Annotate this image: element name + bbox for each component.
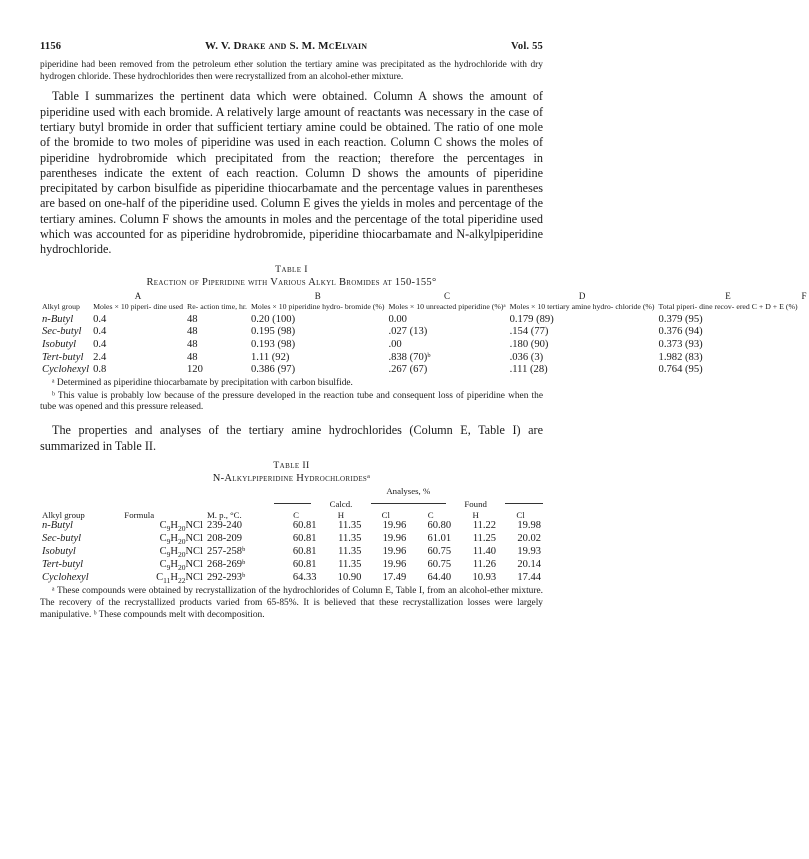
- table2-row-cell: 11.22: [472, 520, 497, 532]
- table1-description-paragraph: Table I summarizes the pertinent data which were obtained. Column A shows the amount of piperidine used with each bromide. A relatively large amount of reactants was necessary in the case of tertiary butyl bromide in order that sufficient tertiary amine could be obtained. The ratio of one mole of the bromide to two moles of piperidine was used in each reaction. Column C shows the moles of piperidine hydrobromide which precipitated from the reaction; therefore the percentages in parentheses indicate the extent of each reaction. Column D shows the amounts of piperidine precipitated by carbon bisulfide as piperidine thiocarbamate and the percentage values in parentheses are based on one-half of the piperidine used. Column E gives the yields in moles and percentage of the tertiary amines. Column F shows the amounts in moles and the percentage of the total piperidine used which was accounted for as piperidine hydrobromide, piperidine thiocarbamate and N-alkylpiperidine hydrochloride.: [40, 89, 543, 257]
- table1-row-cell: .154 (77): [509, 326, 549, 338]
- running-header: [40, 40, 543, 52]
- table2-row-cell: 19.96: [382, 546, 407, 557]
- table2-row-cell: 257-258ᵇ: [206, 546, 246, 557]
- table2-row: [40, 559, 543, 572]
- table2-row-cell: 64.33: [292, 571, 317, 583]
- table1-row-cell: 0.379 (95): [658, 313, 703, 325]
- table2-row-cell: 19.96: [382, 520, 407, 532]
- table1-row-cell: Isobutyl: [42, 339, 77, 351]
- table2-header-cell: H: [337, 510, 345, 521]
- calcd-group-label: Calcd.: [274, 498, 409, 511]
- table1-row-cell: 1.11 (92): [250, 351, 290, 363]
- table2-header-cell: Formula: [124, 510, 155, 521]
- table2-row-cell: 60.75: [427, 546, 452, 557]
- table2-row-cell: 239-240: [206, 520, 242, 532]
- table1-row-cell: Cyclohexyl: [42, 364, 90, 376]
- table2-row: [40, 520, 543, 533]
- table1-header-cell: Moles × 10 unreacted piperidine (%)ᵃ: [388, 302, 506, 312]
- table1-row-cell: 0.4: [93, 326, 107, 338]
- table2: [40, 485, 543, 585]
- table1-row: [40, 339, 809, 352]
- table2-row-cell: 268-269ᵇ: [206, 558, 246, 570]
- table2-row-cell: 11.35: [338, 520, 362, 532]
- table2-header-cell: Alkyl group: [42, 510, 85, 521]
- table2-row-cell: 11.40: [472, 546, 497, 557]
- table2-row-cell: 19.98: [517, 520, 541, 532]
- table2-row-cell: 17.49: [382, 571, 407, 583]
- table2-row: [40, 533, 543, 546]
- table1-body: [40, 314, 809, 377]
- table1-row-cell: 1.982 (83): [658, 351, 703, 363]
- table2-header-cell: C: [293, 510, 299, 521]
- column-letter: D: [578, 290, 586, 301]
- table1-row-cell: 0.386 (97): [250, 364, 296, 376]
- table1-header-cell: Moles × 10 piperidine hydro- bromide (%): [250, 302, 385, 312]
- table1: [40, 290, 809, 377]
- table2-group-row: [40, 498, 543, 511]
- table1-header-cell: Re- action time, hr.: [187, 302, 247, 312]
- table2-row-cell: 11.35: [338, 558, 362, 570]
- table1-row-cell: 0.4: [93, 339, 107, 351]
- table2-row-cell: 17.44: [517, 571, 541, 583]
- table1-row-cell: 48: [187, 313, 198, 325]
- table1-row-cell: 48: [187, 326, 198, 338]
- table2-row-cell: 60.80: [427, 520, 452, 532]
- table1-row-cell: 0.00: [388, 313, 407, 325]
- table1-row-cell: 0.20 (100): [250, 313, 296, 325]
- table2-row-cell: Isobutyl: [42, 546, 76, 557]
- table2-header-cell: M. p., °C.: [206, 510, 242, 521]
- table2-row-cell: 60.81: [292, 533, 317, 545]
- table1-caption: Table I: [275, 263, 308, 275]
- table2-header-cell: Cl: [516, 510, 525, 521]
- table1-row-cell: 0.373 (93): [658, 339, 703, 351]
- table1-row-cell: .027 (13): [388, 326, 428, 338]
- table2-row-cell: 208-209: [206, 533, 242, 545]
- column-letter: B: [314, 290, 321, 301]
- table1-header-row: [40, 303, 809, 314]
- table2-title: N-Alkylpiperidine Hydrochloridesᵃ: [212, 472, 371, 484]
- table1-footnote-b: ᵇ This value is probably low because of the pressure developed in the reaction tube and consequent loss of piperidine when the tube was opened and this pressure released.: [40, 390, 543, 413]
- table1-row-cell: .111 (28): [509, 364, 548, 376]
- column-letter: F: [801, 290, 807, 301]
- table1-row-cell: .180 (90): [509, 339, 549, 351]
- table1-row-cell: 0.764 (95): [658, 364, 703, 376]
- table2-row-cell: 10.93: [472, 571, 497, 583]
- table1-header-cell: Moles × 10 tertiary amine hydro- chloride (%): [509, 302, 655, 312]
- table1-row-cell: Sec-butyl: [42, 326, 82, 338]
- table1-row: [40, 314, 809, 327]
- table2-row-cell: 20.14: [517, 558, 541, 570]
- table2-description-paragraph: The properties and analyses of the tertiary amine hydrochlorides (Column E, Table I) are summarized in Table II.: [40, 423, 543, 453]
- table1-row-cell: 48: [187, 351, 198, 363]
- table2-row-cell: 11.26: [472, 558, 497, 570]
- table1-row-cell: 0.376 (94): [658, 326, 703, 338]
- table2-row-cell: $C_9H_{20}NCl$: [159, 558, 203, 572]
- table2-caption: Table II: [273, 459, 310, 471]
- table2-row-cell: 11.35: [338, 533, 362, 545]
- table1-row-cell: 0.193 (98): [250, 339, 296, 351]
- table1-row-cell: 0.179 (89): [509, 313, 554, 325]
- table2-row-cell: 19.96: [382, 558, 407, 570]
- table2-header-cell: Cl: [381, 510, 390, 521]
- table2-row: [40, 546, 543, 559]
- table2-row-cell: 60.81: [292, 546, 317, 557]
- table2-row-cell: Tert-butyl: [42, 558, 84, 570]
- table2-row-cell: 60.81: [292, 520, 317, 532]
- table2-row-cell: Cyclohexyl: [42, 571, 89, 583]
- table2-row-cell: $C_{11}H_{22}NCl$: [156, 571, 203, 585]
- table1-header-cell: Alkyl group: [42, 302, 80, 312]
- table2-row-cell: 64.40: [427, 571, 452, 583]
- table2-header-cell: C: [427, 510, 434, 521]
- table1-row-cell: .00: [388, 339, 402, 351]
- column-letter: A: [134, 290, 142, 301]
- paper-page: [40, 40, 807, 622]
- table1-row-cell: 2.4: [93, 351, 107, 363]
- table1-row-cell: .267 (67): [388, 364, 428, 376]
- column-letter: C: [444, 290, 451, 301]
- table2-row-cell: Sec-butyl: [42, 533, 82, 545]
- found-group-label: Found: [408, 498, 543, 511]
- page-number: 1156: [40, 41, 62, 52]
- table2-row-cell: 11.25: [472, 533, 497, 545]
- table2-row-cell: $C_9H_{20}NCl$: [159, 533, 203, 547]
- table2-row-cell: 20.02: [517, 533, 541, 545]
- table2-row-cell: 11.35: [338, 546, 362, 557]
- table2-row-cell: $C_9H_{20}NCl$: [159, 546, 203, 560]
- table2-footnote: ᵃ These compounds were obtained by recrystallization of the hydrochlorides of Column E, Table I, from an alcohol-ether mixture. The recovery of the recrystallized products varied from 65-85%. It is believed that these recrystallization losses were largely manipulative. ᵇ These compounds melt with decomposition.: [40, 586, 543, 620]
- table2-row-cell: 10.90: [337, 571, 362, 583]
- table1-header-cell: Moles × 10 piperi- dine used: [93, 302, 183, 312]
- table2-row-cell: 61.01: [427, 533, 452, 545]
- table2-row: [40, 572, 543, 585]
- intro-paragraph: piperidine had been removed from the petroleum ether solution the tertiary amine was precipitated as the hydrochloride with dry hydrogen chloride. These hydrochlorides then were recrystallized from an alcohol-ether mixture.: [40, 60, 543, 83]
- table2-body: [40, 520, 543, 584]
- running-authors: W. V. Drake and S. M. McElvain: [205, 40, 368, 52]
- table1-row-cell: 0.4: [93, 313, 107, 325]
- table1-row-cell: .036 (3): [509, 351, 544, 363]
- table1-row-cell: 120: [187, 364, 203, 376]
- table1-row-cell: Tert-butyl: [42, 351, 84, 363]
- table2-analyses-row: [40, 485, 543, 498]
- table1-row: [40, 364, 809, 377]
- table1-header-cell: Total piperi- dine recov- ered C + D + E (%): [658, 302, 798, 312]
- table2-row-cell: $C_9H_{20}NCl$: [159, 520, 203, 534]
- table1-footnote-a: ᵃ Determined as piperidine thiocarbamate by precipitation with carbon bisulfide.: [52, 377, 353, 388]
- table2-row-cell: 60.75: [427, 558, 452, 570]
- table2-row-cell: 60.81: [292, 558, 317, 570]
- table2-header-cell: H: [472, 510, 479, 521]
- table1-row: [40, 352, 809, 365]
- table1-column-letters: [40, 290, 809, 304]
- table2-header-row: [40, 510, 543, 520]
- table1-row-cell: 48: [187, 339, 198, 351]
- table1-row-cell: .838 (70)ᵇ: [388, 351, 431, 363]
- table2-row-cell: n-Butyl: [42, 520, 73, 532]
- table2-row-cell: 292-293ᵇ: [206, 571, 246, 583]
- table1-row-cell: 0.195 (98): [250, 326, 296, 338]
- table1-title: Reaction of Piperidine with Various Alkyl Bromides at 150-155°: [146, 276, 437, 288]
- table1-row: [40, 326, 809, 339]
- table1-row-cell: n-Butyl: [42, 313, 74, 325]
- volume-label: Vol. 55: [511, 41, 543, 52]
- table1-row-cell: 0.8: [93, 364, 107, 376]
- column-letter: E: [725, 290, 731, 301]
- table2-row-cell: 19.96: [382, 533, 407, 545]
- table2-row-cell: 19.93: [517, 546, 541, 557]
- analyses-label: Analyses, %: [386, 485, 431, 496]
